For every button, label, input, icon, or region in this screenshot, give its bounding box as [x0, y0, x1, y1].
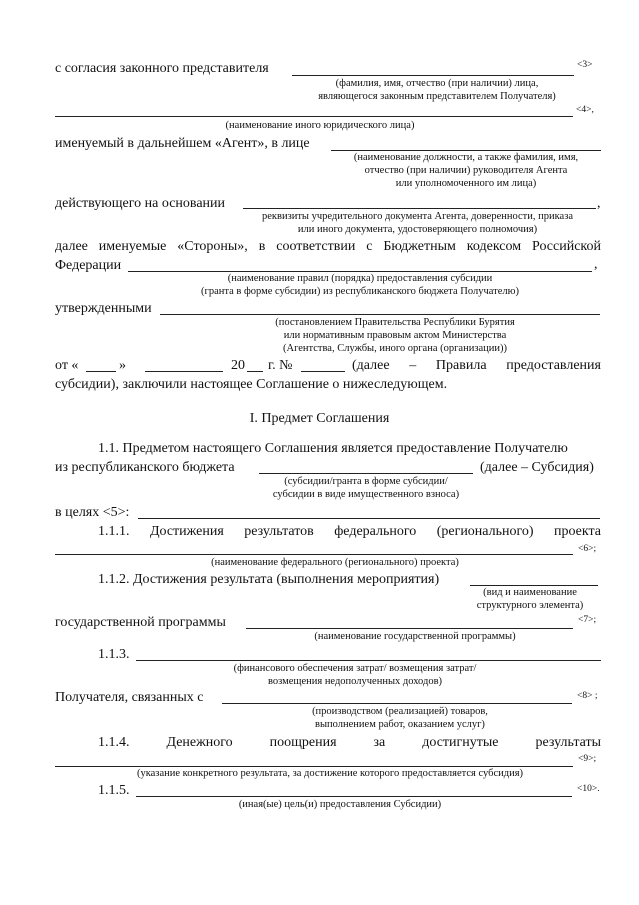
caption-subsidy-type-1: (субсидии/гранта в форме субсидии/ — [284, 476, 448, 487]
other-purpose-field[interactable] — [136, 796, 572, 797]
caption-activity-2: выполнением работ, оказанием услуг) — [315, 719, 485, 730]
footnote-ref-4: <4>, — [576, 105, 594, 115]
caption-other-purpose: (иная(ые) цель(и) предоставления Субсидии) — [238, 799, 442, 810]
parties-text: далее именуемые «Стороны», в соответствии с Бюджетным кодексом Российской — [55, 239, 601, 254]
structural-element-field[interactable] — [470, 585, 598, 586]
concluded-text: субсидии), заключили настоящее Соглашение о нижеследующем. — [55, 377, 448, 392]
caption-approved-3: (Агентства, Службы, иного органа (организации)) — [283, 343, 507, 354]
rules-hereinafter-text: (далее – Правила предоставления — [352, 358, 601, 373]
footnote-ref-9: <9>; — [578, 754, 597, 764]
footnote-ref-10: <10>. — [577, 784, 600, 794]
consent-text: с согласия законного представителя — [55, 61, 269, 76]
date-prefix: от « — [55, 358, 79, 373]
goals-text: в целях <5>: — [55, 505, 130, 520]
caption-structural-1: (вид и наименование — [483, 587, 577, 598]
agent-text: именуемый в дальнейшем «Агент», в лице — [55, 136, 310, 151]
federation-comma: , — [594, 257, 598, 272]
caption-other-entity: (наименование иного юридического лица) — [225, 120, 415, 131]
recipient-activity-field[interactable] — [222, 703, 572, 704]
date-year-prefix: 20 — [231, 358, 245, 373]
caption-activity-1: (производством (реализацией) товаров, — [312, 706, 488, 717]
legal-representative-field[interactable] — [292, 75, 574, 76]
caption-cost-type-1: (финансового обеспечения затрат/ возмещения затрат/ — [233, 663, 477, 674]
basis-document-field[interactable] — [243, 208, 596, 209]
approved-text: утвержденными — [55, 301, 152, 316]
goals-field[interactable] — [138, 518, 600, 519]
federal-project-field[interactable] — [55, 554, 573, 555]
clause-1-1-budget-text: из республиканского бюджета — [55, 460, 235, 475]
caption-basis-1: реквизиты учредительного документа Агента, доверенности, приказа — [261, 211, 574, 222]
date-year-field[interactable] — [247, 371, 263, 372]
date-quote-close: » — [119, 358, 126, 373]
caption-state-program: (наименование государственной программы) — [314, 631, 516, 642]
caption-approved-1: (постановлением Правительства Республики Бурятия — [275, 317, 515, 328]
number-label: г. № — [268, 358, 293, 373]
caption-representative-1: (фамилия, имя, отчество (при наличии) лица, — [335, 78, 539, 89]
footnote-ref-6: <6>; — [578, 544, 597, 554]
clause-1-1-2-text: 1.1.2. Достижения результата (выполнения мероприятия) — [98, 572, 440, 587]
caption-basis-2: или иного документа, удостоверяющего полномочия) — [297, 224, 538, 235]
subsidy-type-field[interactable] — [259, 473, 473, 474]
clause-1-1-text: 1.1. Предметом настоящего Соглашения является предоставление Получателю — [98, 441, 568, 456]
footnote-ref-3: <3> — [577, 60, 593, 70]
caption-structural-2: структурного элемента) — [476, 600, 584, 611]
caption-specific-result: (указание конкретного результата, за достижение которого предоставляется субсидия) — [136, 768, 524, 779]
state-program-field[interactable] — [246, 628, 573, 629]
basis-text: действующего на основании — [55, 196, 226, 211]
federation-text: Федерации — [55, 258, 122, 273]
clause-1-1-1-text: 1.1.1. Достижения результатов федерального (регионального) проекта — [98, 524, 601, 539]
agent-person-field[interactable] — [331, 150, 601, 151]
date-month-field[interactable] — [145, 371, 223, 372]
caption-rules-1: (наименование правил (порядка) предоставления субсидии — [227, 273, 493, 284]
caption-cost-type-2: возмещения недополученных доходов) — [267, 676, 443, 687]
caption-agent-3: или уполномоченного им лица) — [395, 178, 537, 189]
section-title: I. Предмет Соглашения — [249, 411, 390, 426]
clause-1-1-3-text: 1.1.3. — [98, 647, 130, 662]
caption-agent-1: (наименование должности, а также фамилия, имя, — [353, 152, 579, 163]
caption-representative-2: являющегося законным представителем Получателя) — [318, 91, 556, 102]
date-day-field[interactable] — [86, 371, 116, 372]
specific-result-field[interactable] — [55, 766, 573, 767]
subsidy-hereinafter-text: (далее – Субсидия) — [480, 460, 594, 475]
basis-comma: , — [597, 196, 601, 211]
other-legal-entity-field[interactable] — [55, 116, 573, 117]
caption-rules-2: (гранта в форме субсидии) из республиканского бюджета Получателю) — [201, 286, 519, 297]
clause-1-1-4-text: 1.1.4. Денежного поощрения за достигнутые результаты — [98, 735, 601, 750]
footnote-ref-8: <8> ; — [577, 691, 598, 701]
subsidy-rules-field[interactable] — [128, 271, 592, 272]
agreement-number-field[interactable] — [301, 371, 345, 372]
caption-agent-2: отчество (при наличии) руководителя Агента — [364, 165, 568, 176]
caption-subsidy-type-2: субсидии в виде имущественного взноса) — [272, 489, 460, 500]
approved-by-field[interactable] — [160, 314, 600, 315]
caption-federal-project: (наименование федерального (регионального) проекта) — [211, 557, 459, 568]
state-program-text: государственной программы — [55, 615, 226, 630]
clause-1-1-5-text: 1.1.5. — [98, 783, 130, 798]
recipient-related-text: Получателя, связанных с — [55, 690, 204, 705]
caption-approved-2: или нормативным правовым актом Министерства — [283, 330, 507, 341]
cost-type-field[interactable] — [136, 660, 601, 661]
footnote-ref-7: <7>; — [578, 615, 597, 625]
